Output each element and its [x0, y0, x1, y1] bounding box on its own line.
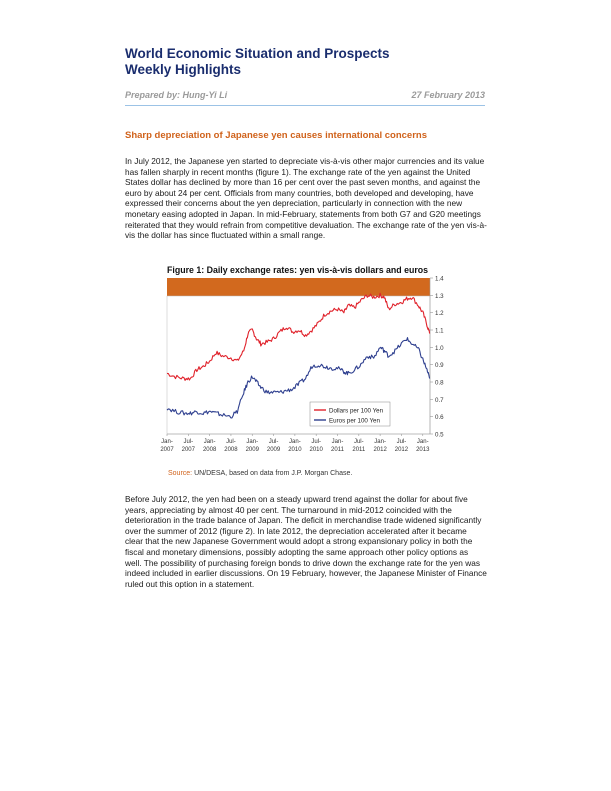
figure-source — [168, 470, 352, 477]
legend-label: Euros per 100 Yen — [329, 417, 380, 425]
chart-header-band — [167, 278, 430, 296]
report-title-line2: Weekly Highlights — [125, 62, 242, 77]
x-tick-label: 2011 — [352, 447, 366, 453]
y-tick-label: 1.2 — [435, 310, 444, 318]
x-tick-label: Jul- — [353, 439, 364, 445]
x-tick-label: Jan- — [331, 439, 344, 445]
legend-label: Dollars per 100 Yen — [329, 407, 384, 415]
x-tick-label: 2007 — [181, 447, 195, 453]
report-date: 27 February 2013 — [411, 90, 485, 100]
x-tick-label: 2012 — [394, 447, 409, 453]
section-heading: Sharp depreciation of Japanese yen causes international concerns — [125, 130, 427, 141]
report-title — [125, 46, 495, 78]
y-tick-label: 1.4 — [435, 276, 444, 283]
y-tick-label: 0.5 — [435, 431, 444, 439]
y-tick-label: 0.7 — [435, 396, 444, 404]
y-tick-label: 1.1 — [435, 327, 444, 335]
source-text: UN/DESA, based on data from J.P. Morgan Chase. — [192, 470, 353, 477]
x-tick-label: Jan- — [246, 439, 259, 445]
x-tick-label: 2012 — [373, 447, 387, 453]
y-tick-label: 0.6 — [435, 414, 444, 422]
x-tick-label: 2010 — [309, 447, 323, 453]
y-tick-label: 1.0 — [435, 344, 444, 352]
x-tick-label: 2013 — [416, 447, 430, 453]
x-tick-label: Jan- — [203, 439, 216, 445]
x-tick-label: Jul- — [311, 439, 322, 445]
x-tick-label: Jul- — [268, 439, 279, 445]
plot-area — [167, 296, 430, 434]
report-title-line1: World Economic Situation and Prospects — [125, 46, 390, 61]
x-tick-label: 2010 — [288, 447, 302, 453]
source-label: Source: — [168, 470, 193, 477]
x-tick-label: 2011 — [331, 447, 344, 453]
x-tick-label: 2009 — [266, 447, 281, 453]
x-tick-label: 2008 — [224, 447, 238, 453]
header-divider — [125, 105, 485, 106]
y-tick-label: 1.3 — [435, 292, 444, 300]
paragraph-1: In July 2012, the Japanese yen started to depreciate vis-à-vis other major currencies and its value has fallen sharply in recent months (figure 1). The exchange rate of the yen against the United States dollar has declined by more than 16 per cent over the past seven months, and against the euro by about 24 per cent. Officials from many countries, both developed and developing, have expressed their concerns about the yen depreciation, particularly in connection with the new monetary easing adopted in Japan. In mid-February, statements from both G7 and G20 meetings reiterated that they would refrain from competitive devaluation. The exchange rate of the yen vis-à-vis the dollar has since fluctuated within a small range. — [125, 156, 487, 241]
x-tick-label: 2008 — [202, 447, 217, 453]
y-tick-label: 0.8 — [435, 379, 444, 387]
y-tick-label: 0.9 — [435, 362, 444, 370]
x-tick-label: Jul- — [396, 439, 407, 445]
figure-title: Figure 1: Daily exchange rates: yen vis-à-vis dollars and euros — [167, 265, 429, 275]
x-tick-label: Jan- — [374, 439, 386, 445]
x-tick-label: Jan- — [416, 439, 429, 445]
exchange-rate-chart — [160, 276, 450, 470]
x-tick-label: 2007 — [160, 447, 174, 453]
x-tick-label: Jan- — [161, 439, 173, 445]
x-tick-label: Jul- — [226, 439, 236, 445]
paragraph-2: Before July 2012, the yen had been on a steady upward trend against the dollar for about five years, appreciating by almost 40 per cent. The turnaround in mid-2012 coincided with the deterioration in the trade balance of Japan. The deficit in merchandise trade widened significantly over the summer of 2012 (figure 2). In late 2012, the depreciation accelerated after it became clear that the new Japanese Government would adopt a strong expansionary policy in both the fiscal and monetary dimensions, possibly adopting the same approach other policy options as well. The possibility of purchasing foreign bonds to drive down the exchange rate for the yen was indeed included in earlier discussions. On 19 February, however, the Japanese Minister of Finance ruled out this option in a statement. — [125, 494, 487, 589]
x-tick-label: Jul- — [183, 439, 194, 445]
x-tick-label: 2009 — [245, 447, 259, 453]
byline — [125, 90, 485, 104]
x-tick-label: Jan- — [289, 439, 301, 445]
prepared-by: Prepared by: Hung-Yi Li — [125, 90, 228, 100]
